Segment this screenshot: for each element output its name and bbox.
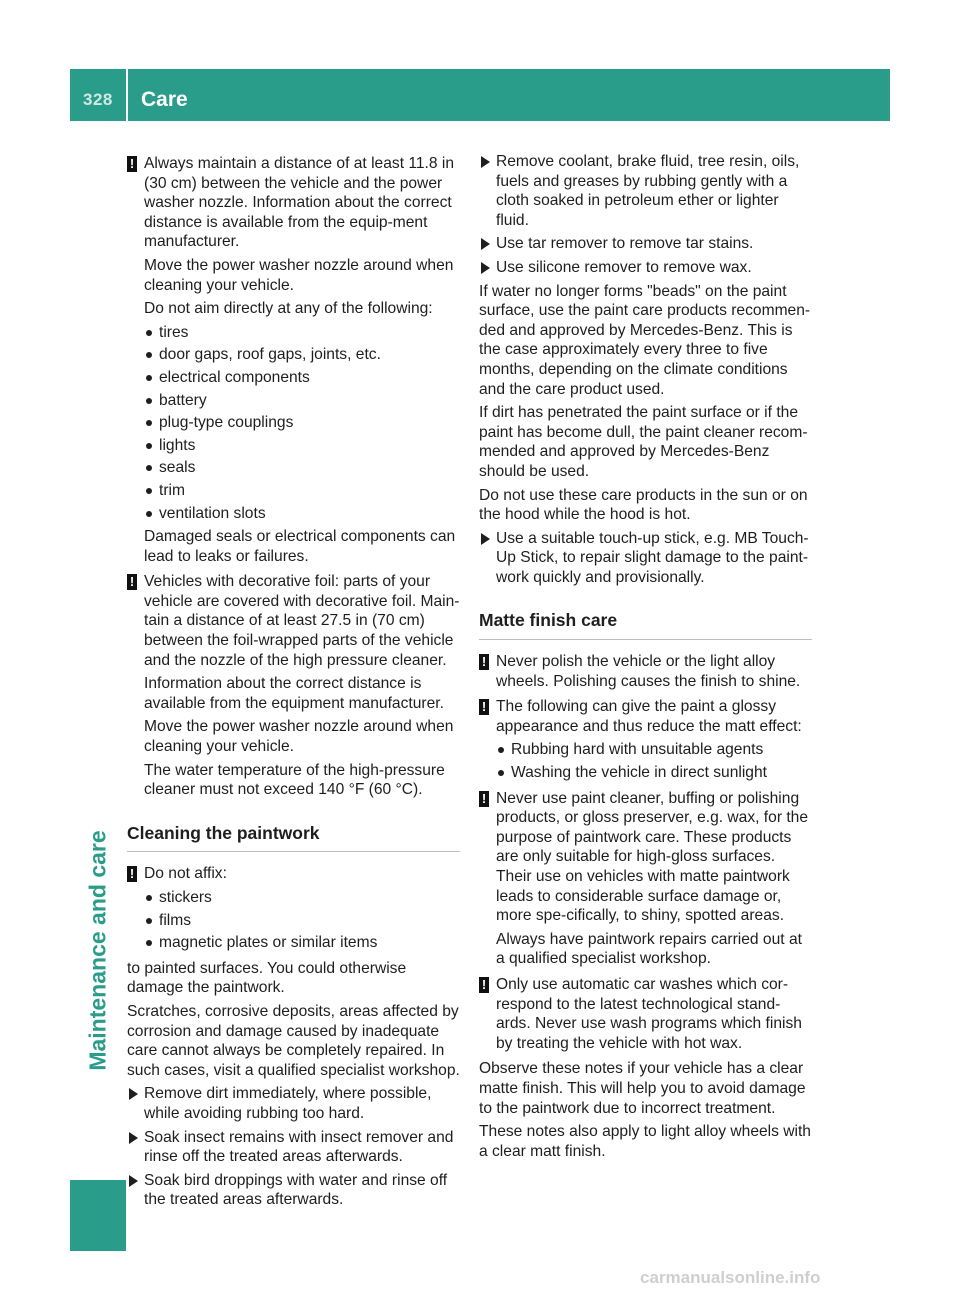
step-arrow-icon	[481, 533, 490, 545]
step-arrow-icon	[129, 1175, 138, 1187]
paragraph: Move the power washer nozzle around when cleaning your vehicle.	[144, 256, 454, 294]
warning-block	[479, 975, 812, 1053]
instruction-step	[479, 152, 812, 230]
list-item: plug-type couplings	[144, 413, 460, 433]
bullet-list	[144, 888, 460, 953]
paragraph: Always maintain a distance of at least 11.8 in (30 cm) between the vehicle and the power washer nozzle. Information about the correct distance is available from the equip-ment manufacturer.	[144, 155, 455, 251]
side-tab-label: Maintenance and care	[84, 829, 111, 1071]
paragraph: The water temperature of the high-pressure cleaner must not exceed 140 °F (60 °C).	[144, 761, 445, 799]
paragraph: These notes also apply to light alloy wheels with a clear matt finish.	[479, 1123, 811, 1160]
list-item: magnetic plates or similar items	[144, 933, 460, 953]
warning-icon: !	[127, 574, 137, 590]
paragraph: Observe these notes if your vehicle has a clear matte finish. This will help you to avoid damage to the paintwork due to incorrect treatment.	[479, 1060, 806, 1117]
paragraph: to painted surfaces. You could otherwise damage the paintwork.	[127, 959, 407, 997]
paragraph: Do not aim directly at any of the following:	[144, 300, 433, 318]
list-item: battery	[144, 391, 460, 411]
list-item: Washing the vehicle in direct sunlight	[496, 763, 812, 783]
instruction-step	[479, 258, 812, 278]
warning-icon: !	[127, 156, 137, 172]
step-text: Use tar remover to remove tar stains.	[496, 235, 754, 253]
step-arrow-icon	[481, 262, 490, 274]
side-tab-marker	[70, 1180, 126, 1251]
step-arrow-icon	[129, 1132, 138, 1144]
warning-icon: !	[479, 654, 489, 670]
paragraph: Scratches, corrosive deposits, areas affected by corrosion and damage caused by inadequate care cannot always be completely repaired. In such cases, visit a qualified specialist workshop.	[127, 1002, 460, 1079]
list-item: electrical components	[144, 368, 460, 388]
warning-icon: !	[479, 977, 489, 993]
warning-icon: !	[479, 699, 489, 715]
instruction-step	[127, 1128, 460, 1167]
step-arrow-icon	[481, 238, 490, 250]
step-text: Use silicone remover to remove wax.	[496, 258, 752, 276]
list-item: seals	[144, 458, 460, 478]
step-text: Use a suitable touch-up stick, e.g. MB Touch-Up Stick, to repair slight damage to the paint-work quickly and provisionally.	[496, 529, 809, 586]
instruction-step	[127, 1171, 460, 1210]
section-title: Care	[141, 88, 188, 111]
warning-icon: !	[127, 866, 137, 882]
left-column	[127, 152, 460, 1214]
paragraph: Vehicles with decorative foil: parts of your vehicle are covered with decorative foil. Main-tain a distance of at least 27.5 in (70 cm) between the foil-wrapped parts of the vehicle and the nozzle of the high pressure cleaner.	[144, 573, 460, 669]
section-heading: Cleaning the paintwork	[127, 824, 460, 853]
page-header	[70, 69, 890, 121]
paragraph: Move the power washer nozzle around when cleaning your vehicle.	[144, 718, 454, 756]
list-item: ventilation slots	[144, 504, 460, 524]
list-item: trim	[144, 481, 460, 501]
list-item: door gaps, roof gaps, joints, etc.	[144, 345, 460, 365]
list-item: Rubbing hard with unsuitable agents	[496, 740, 812, 760]
step-text: Soak bird droppings with water and rinse off the treated areas afterwards.	[144, 1171, 448, 1209]
section-heading: Matte finish care	[479, 611, 812, 640]
side-tab-label-wrap	[83, 750, 113, 1150]
warning-block	[127, 154, 460, 566]
paragraph: Damaged seals or electrical components can lead to leaks or failures.	[144, 528, 456, 565]
instruction-step	[479, 529, 812, 588]
warning-block	[127, 572, 460, 800]
paragraph: Never polish the vehicle or the light alloy wheels. Polishing causes the finish to shine.	[496, 653, 801, 690]
warning-icon: !	[479, 791, 489, 807]
instruction-step	[127, 1084, 460, 1123]
paragraph: If water no longer forms "beads" on the paint surface, use the paint care products recommen-ded and approved by Mercedes-Benz. This is the case approximately every three to five months, depending on the climate conditions and the care product used.	[479, 282, 811, 398]
page-number: 328	[83, 90, 113, 109]
step-arrow-icon	[129, 1088, 138, 1100]
list-item: lights	[144, 436, 460, 456]
list-item: stickers	[144, 888, 460, 908]
step-text: Remove coolant, brake fluid, tree resin, oils, fuels and greases by rubbing gently with a cloth soaked in petroleum ether or lighter fluid.	[496, 153, 800, 229]
list-item: tires	[144, 323, 460, 343]
instruction-step	[479, 234, 812, 254]
paragraph: The following can give the paint a glossy appearance and thus reduce the matt effect:	[496, 698, 802, 735]
paragraph: Always have paintwork repairs carried out at a qualified specialist workshop.	[496, 930, 802, 968]
warning-block	[479, 697, 812, 782]
warning-block	[127, 864, 460, 952]
paragraph: If dirt has penetrated the paint surface or if the paint has become dull, the paint cleaner recom-mended and approved by Mercedes-Benz should be used.	[479, 404, 808, 480]
warning-block	[479, 789, 812, 969]
paragraph: Do not use these care products in the sun or on the hood while the hood is hot.	[479, 486, 808, 524]
paragraph: Information about the correct distance is available from the equipment manufacturer.	[144, 675, 444, 712]
bullet-list	[496, 740, 812, 782]
header-divider	[126, 69, 128, 121]
step-text: Soak insect remains with insect remover and rinse off the treated areas afterwards.	[144, 1128, 454, 1166]
bullet-list	[144, 323, 460, 523]
list-item: films	[144, 911, 460, 931]
watermark-text: carmanualsonline.info	[640, 1268, 821, 1287]
right-column	[479, 152, 812, 1165]
paragraph: Only use automatic car washes which cor-respond to the latest technological stand-ards. Never use wash programs which finish by treating the vehicle with hot wax.	[496, 975, 802, 1052]
step-arrow-icon	[481, 156, 490, 168]
paragraph: Never use paint cleaner, buffing or polishing products, or gloss preserver, e.g. wax, for the purpose of paintwork care. These products are only suitable for high-gloss surfaces. Their use on vehicles with matte paintwork leads to considerable surface damage or, more spe-cifically, to shiny, spotted areas.	[496, 789, 809, 925]
paragraph: Do not affix:	[144, 865, 227, 883]
warning-block	[479, 652, 812, 691]
step-text: Remove dirt immediately, where possible, while avoiding rubbing too hard.	[144, 1085, 432, 1122]
